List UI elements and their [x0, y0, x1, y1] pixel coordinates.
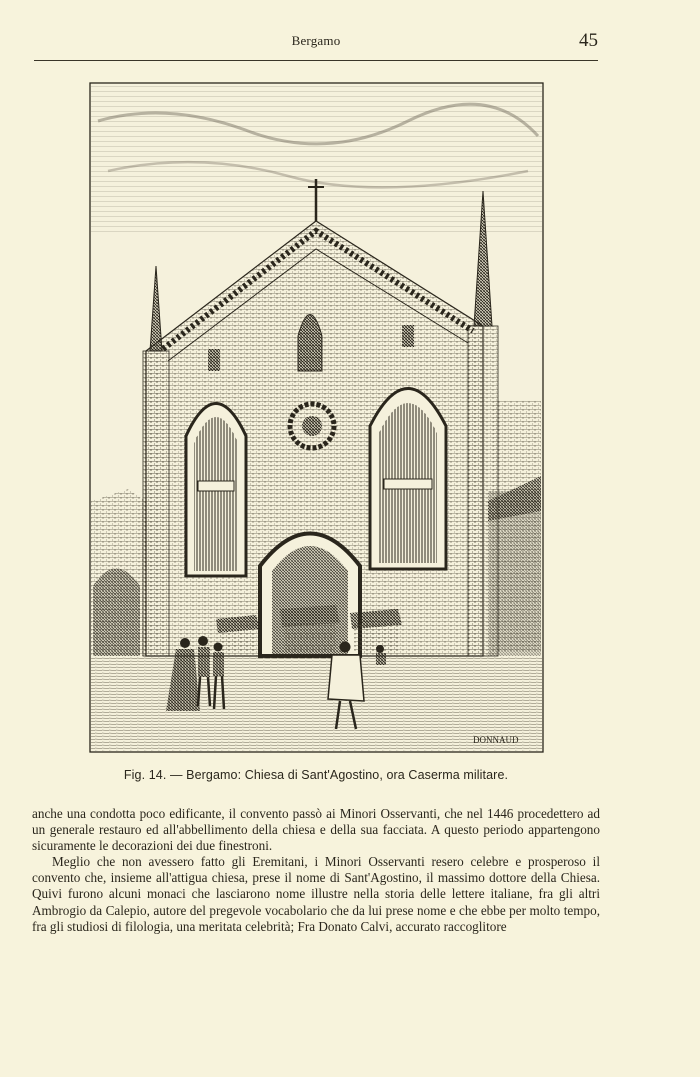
header-rule	[34, 60, 598, 61]
paragraph: Meglio che non avessero fatto gli Eremitani, i Minori Osservanti resero celebre e prosperoso il convento che, insieme all'attigua chiesa, prese il nome di Sant'Agostino, il massimo dottore della Chiesa. Quivi furono alcuni monaci che lasciarono nome illustre nella storia delle lettere italiane, fra gli altri Ambrogio da Calepio, autore del pregevole vocabolario che da lui prese nome e che ebbe per molto tempo, fra gli studiosi di filologia, una meritata celebrità; Fra Donato Calvi, accurato raccoglitore	[32, 854, 600, 934]
body-text	[32, 806, 600, 935]
page-header	[34, 30, 598, 56]
left-building	[91, 489, 146, 656]
right-gothic-window	[370, 389, 446, 570]
figure-caption: Fig. 14. — Bergamo: Chiesa di Sant'Agostino, ora Caserma militare.	[123, 768, 509, 782]
left-gothic-window	[186, 404, 246, 577]
engraver-signature: DONNAUD	[473, 735, 519, 745]
running-title: Bergamo	[291, 33, 341, 48]
engraving-figure	[88, 81, 545, 754]
page-number: 45	[579, 30, 598, 51]
church-engraving	[88, 81, 545, 754]
paragraph: anche una condotta poco edificante, il convento passò ai Minori Osservanti, che nel 1446 procedettero ad un generale restauro ed all'abbellimento della chiesa e della sua facciata. A questo periodo appartengono sicuramente le decorazioni dei due finestroni.	[32, 806, 600, 854]
